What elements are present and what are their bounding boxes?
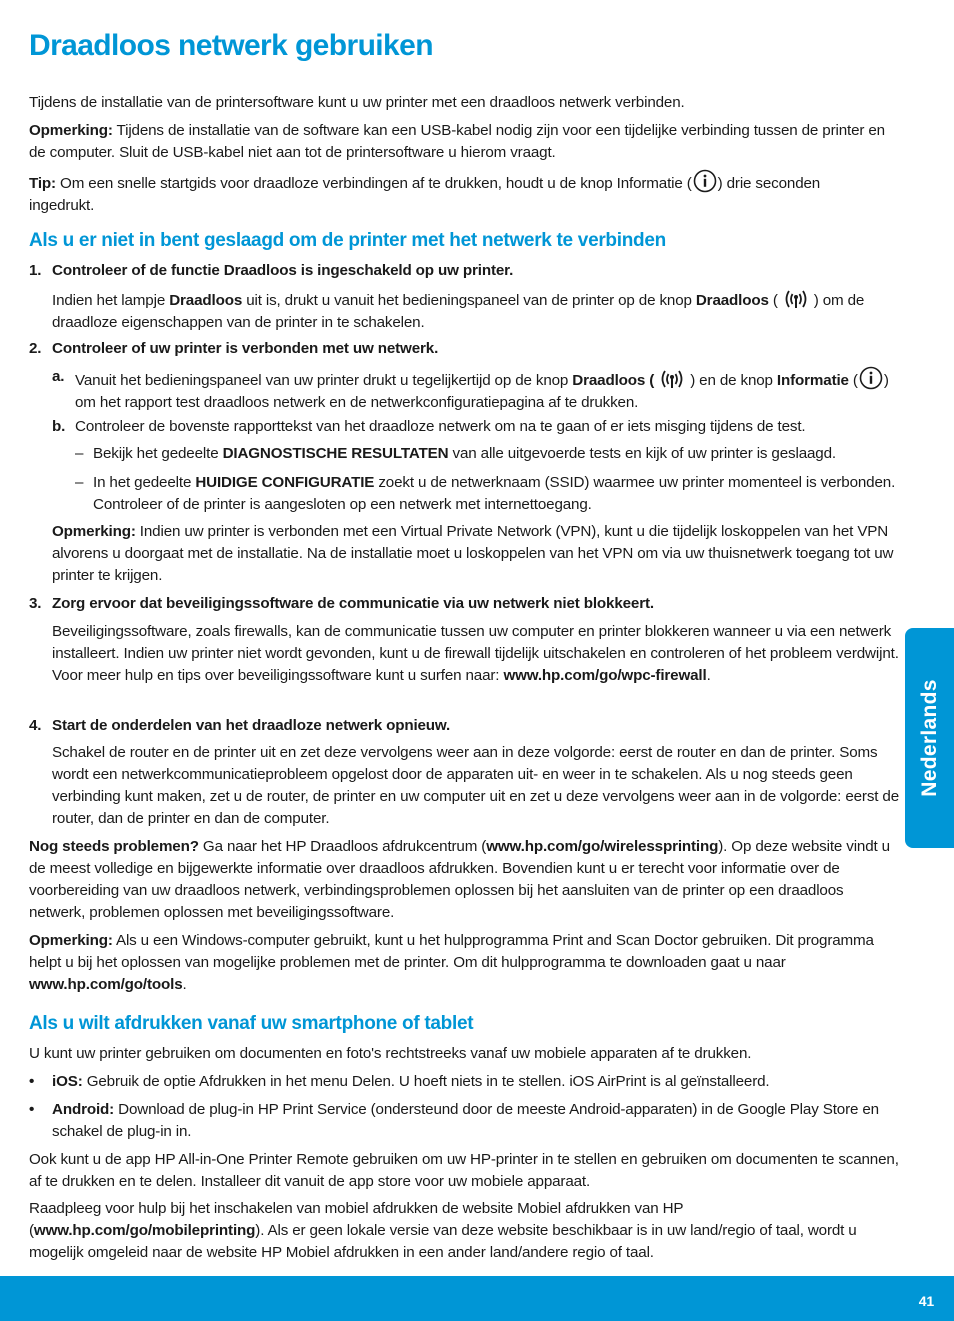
intro-text: Tijdens de installatie van de printersoftware kunt u uw printer met een draadloos netwerk verbinden. — [29, 94, 685, 111]
wireless-icon — [779, 288, 813, 310]
tools-link[interactable]: www.hp.com/go/tools — [29, 976, 183, 993]
section-heading-connection: Als u er niet in bent geslaagd om de printer met het netwerk te verbinden — [29, 230, 666, 251]
page-number: 41 — [918, 1293, 934, 1309]
step-number: 1. — [29, 262, 42, 279]
language-tab — [905, 628, 954, 848]
step-number: 3. — [29, 595, 42, 612]
dash-item: Bekijk het gedeelte DIAGNOSTISCHE RESULTATEN van alle uitgevoerde tests en kijk of uw printer is geslaagd. — [93, 445, 836, 462]
vpn-note: Opmerking: Indien uw printer is verbonden met een Virtual Private Network (VPN), kunt u die tijdelijk loskoppelen van het VPN alvorens u doorgaat met de installatie. Na de installatie moet u loskoppelen van het VPN om via uw thuisnetwerk toegang tot uw printer te krijgen. — [52, 523, 894, 584]
mobile-help-paragraph: Raadpleeg voor hulp bij het inschakelen van mobiel afdrukken de website Mobiel afdrukken van HP (www.hp.com/go/mobileprinting). Als er geen lokale versie van deze website beschikbaar is in uw land/regio of taal, wordt u mogelijk omgeleid naar de website HP Mobiel afdrukken in een ander land/andere regio of taal. — [29, 1200, 857, 1261]
substep-label: b. — [52, 418, 66, 435]
bullet: • — [29, 1101, 35, 1118]
substep-label: a. — [52, 368, 65, 385]
tip-paragraph: Tip: Om een snelle startgids voor draadloze verbindingen af te drukken, houdt u de knop Informatie ( ) drie seconden ingedrukt. — [29, 169, 889, 217]
step-title: Controleer of uw printer is verbonden met uw netwerk. — [52, 340, 439, 357]
firewall-link[interactable]: www.hp.com/go/wpc-firewall — [503, 667, 707, 684]
dash-item: In het gedeelte HUIDIGE CONFIGURATIE zoekt u de netwerknaam (SSID) waarmee uw printer momenteel is verbonden. Controleer of de printer is aangesloten op een netwerk met internettoegang. — [93, 474, 896, 513]
wireless-printing-link[interactable]: www.hp.com/go/wirelessprinting — [486, 838, 719, 855]
mobile-printing-link[interactable]: www.hp.com/go/mobileprinting — [33, 1222, 256, 1239]
footer-bar — [0, 1276, 954, 1321]
substep-text: Vanuit het bedieningspaneel van uw printer drukt u tegelijkertijd op de knop Draadloos ( ) en de knop Informatie ( ) om het rapport test draadloos netwerk en de netwerkconfiguratiepagina af te drukken. — [75, 366, 903, 414]
ios-item: iOS: Gebruik de optie Afdrukken in het menu Delen. U hoeft niets in te stellen. iOS AirPrint is al geïnstalleerd. — [52, 1073, 770, 1090]
mobile-intro: U kunt uw printer gebruiken om documenten en foto's rechtstreeks vanaf uw mobiele apparaten af te drukken. — [29, 1045, 752, 1062]
section-heading-mobile: Als u wilt afdrukken vanaf uw smartphone of tablet — [29, 1013, 474, 1034]
note-text: Tijdens de installatie van de software kan een USB-kabel nodig zijn voor een tijdelijke verbinding tussen de printer en de computer. Sluit de USB-kabel niet aan tot de printersoftware u hierom vraagt. — [29, 122, 885, 161]
step-text: Indien het lampje Draadloos uit is, drukt u vanuit het bedieningspaneel van de printer op de knop Draadloos ( ) om de draadloze eigenschappen van de printer in te schakelen. — [52, 288, 902, 334]
page-title: Draadloos netwerk gebruiken — [29, 29, 433, 62]
wireless-icon — [655, 368, 689, 390]
info-icon — [693, 169, 717, 193]
dash-bullet: – — [75, 474, 84, 491]
step-title: Controleer of de functie Draadloos is ingeschakeld op uw printer. — [52, 262, 514, 279]
info-icon — [859, 366, 883, 390]
bullet: • — [29, 1073, 35, 1090]
problems-paragraph: Nog steeds problemen? Ga naar het HP Draadloos afdrukcentrum (www.hp.com/go/wirelessprinting). Op deze website vindt u de meest volledige en bijgewerkte informatie over draadloos afdrukken. Bovendien kunt u er terecht voor informatie over de voorbereiding van uw draadloos netwerk, verbindingsproblemen oplossen bij het aansluiten van de printer op een draadloos netwerk, problemen oplossen met beveiligingssoftware. — [29, 838, 890, 921]
app-paragraph: Ook kunt u de app HP All-in-One Printer Remote gebruiken om uw HP-printer in te stellen en gebruiken om documenten te scannen, af te drukken en te delen. Installeer dit vanuit de app store voor uw mobiele apparaat. — [29, 1151, 899, 1190]
dash-bullet: – — [75, 445, 84, 462]
step-number: 4. — [29, 717, 42, 734]
tip-label: Tip: — [29, 175, 56, 192]
step-title: Zorg ervoor dat beveiligingssoftware de communicatie via uw netwerk niet blokkeert. — [52, 595, 654, 612]
step-number: 2. — [29, 340, 42, 357]
note-label: Opmerking: — [29, 122, 113, 139]
substep-text: Controleer de bovenste rapporttekst van het draadloze netwerk om na te gaan of er iets misging tijdens de test. — [75, 418, 806, 435]
step-title: Start de onderdelen van het draadloze netwerk opnieuw. — [52, 717, 451, 734]
note-tools: Opmerking: Als u een Windows-computer gebruikt, kunt u het hulpprogramma Print and Scan Doctor gebruiken. Dit programma helpt u bij het oplossen van mogelijke problemen met de printer. Om dit hulpprogramma te downloaden gaat u naar www.hp.com/go/tools. — [29, 932, 874, 993]
step-text: Beveiligingssoftware, zoals firewalls, kan de communicatie tussen uw computer en printer blokkeren wanneer u via een netwerk installeert. Indien uw printer niet wordt gevonden, kunt u de firewall tijdelijk uitschakelen en controleren of het probleem verdwijnt. Voor meer hulp en tips over beveiligingssoftware kunt u surfen naar: www.hp.com/go/wpc-firewall. — [52, 623, 899, 684]
note-usb — [29, 120, 889, 164]
step-text: Schakel de router en de printer uit en zet deze vervolgens weer aan in deze volgorde: eerst de router en dan de printer. Soms wordt een netwerkcommunicatieprobleem opgelost door de apparaten uit- en weer in te schakelen. Als u nog steeds geen verbinding kunt maken, zet u de router, de printer en uw computer uit en zet u deze vervolgens weer aan in de volgorde: eerst de router, dan de printer en dan de computer. — [52, 744, 899, 827]
android-item: Android: Download de plug-in HP Print Service (ondersteund door de meeste Android-apparaten) in de Google Play Store en schakel de plug-in in. — [52, 1101, 879, 1140]
language-tab-label: Nederlands — [917, 679, 941, 797]
